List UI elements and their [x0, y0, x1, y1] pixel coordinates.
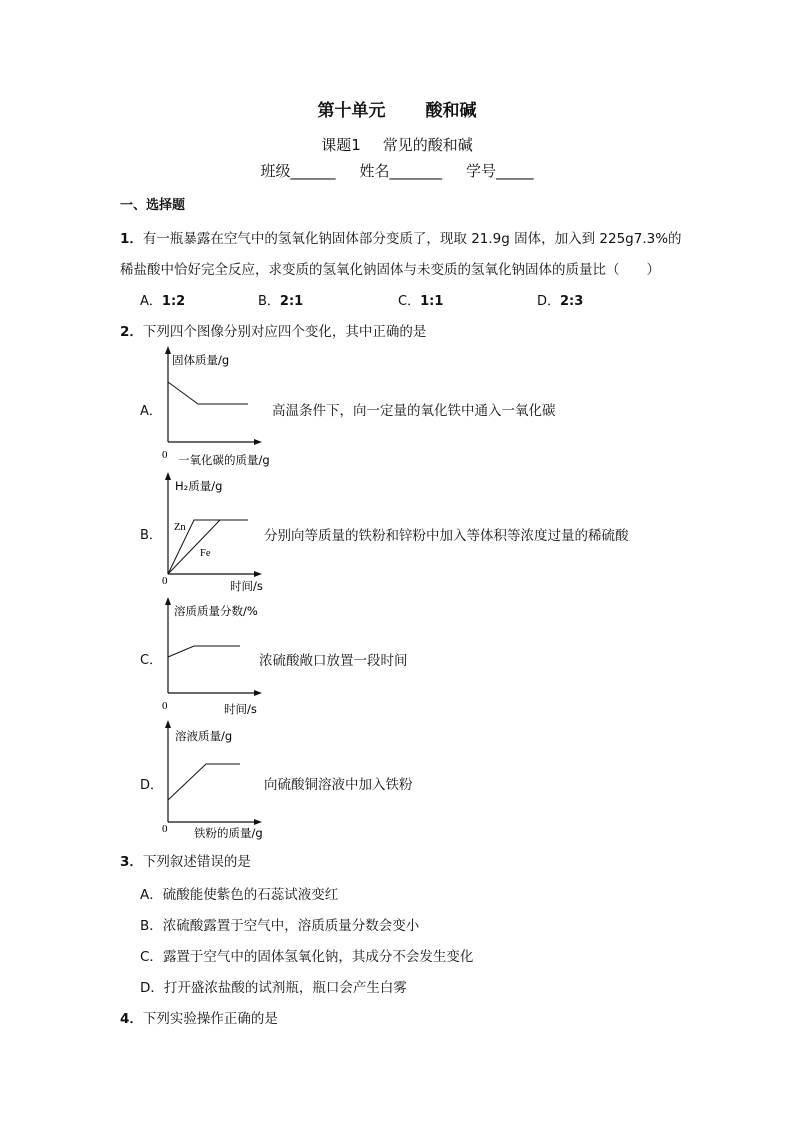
- option-letter: A．: [140, 887, 163, 903]
- x-label: 时间/s: [230, 579, 263, 593]
- section-title: 一、选择题: [120, 198, 186, 213]
- option-letter: C．: [398, 294, 421, 309]
- y-axis-arrow: [165, 346, 171, 354]
- graph-d: [158, 720, 278, 844]
- series-fe-label: Fe: [200, 548, 211, 559]
- lesson-subtitle: [0, 134, 794, 155]
- origin-label: 0: [162, 823, 168, 835]
- q1-line1: [120, 227, 682, 247]
- unit-number: 第十单元: [317, 101, 386, 121]
- origin-label: 0: [162, 700, 168, 712]
- q2-option-c-letter[interactable]: C．: [140, 653, 163, 668]
- y-label: 溶质质量分数/%: [174, 604, 258, 618]
- class-field[interactable]: 班级______: [260, 162, 336, 180]
- curve: [168, 646, 240, 657]
- q1-option-a[interactable]: [140, 290, 185, 309]
- name-field[interactable]: 姓名_______: [359, 162, 442, 180]
- y-label: H₂质量/g: [175, 479, 223, 493]
- q3-option-d[interactable]: [140, 976, 407, 996]
- q1-option-b[interactable]: [258, 290, 303, 309]
- option-text: 2:3: [560, 294, 584, 309]
- q3-number: 3．: [120, 854, 143, 870]
- q2-stem: 下列四个图像分别对应四个变化，其中正确的是: [142, 324, 427, 340]
- curve: [168, 764, 240, 800]
- option-letter: B．: [140, 918, 163, 934]
- y-axis-arrow: [165, 472, 171, 480]
- origin-label: 0: [162, 449, 168, 461]
- unit-title: 酸和碱: [425, 101, 477, 121]
- student-info-line: [0, 160, 794, 181]
- q2-number: 2．: [120, 324, 143, 340]
- y-label: 固体质量/g: [172, 353, 230, 367]
- graph-a-description: 高温条件下，向一定量的氧化铁中通入一氧化碳: [272, 403, 556, 419]
- q4-line: [120, 1007, 278, 1027]
- q2-option-b-letter[interactable]: B．: [140, 528, 162, 543]
- page-title: [0, 96, 794, 121]
- x-label: 时间/s: [224, 702, 257, 716]
- graph-b: [158, 472, 278, 596]
- x-label: 铁粉的质量/g: [194, 826, 263, 840]
- option-text: 浓硫酸露置于空气中，溶质质量分数会变小: [162, 918, 420, 934]
- x-axis-arrow: [254, 690, 262, 696]
- x-axis-arrow: [254, 571, 262, 577]
- q3-stem: 下列叙述错误的是: [142, 854, 251, 870]
- curve: [168, 382, 248, 404]
- x-label: 一氧化碳的质量/g: [178, 453, 270, 467]
- y-axis-arrow: [165, 597, 171, 605]
- x-axis-arrow: [254, 439, 262, 445]
- q2-option-a-letter[interactable]: A．: [140, 404, 162, 419]
- q1-number: 1．: [120, 231, 143, 247]
- graph-a: [158, 346, 278, 470]
- series-zn-label: Zn: [174, 522, 186, 533]
- q4-number: 4．: [120, 1011, 143, 1027]
- lesson-number: 课题1: [321, 136, 361, 154]
- id-field[interactable]: 学号_____: [466, 162, 534, 180]
- option-text: 1:1: [420, 294, 444, 309]
- option-letter: C．: [140, 949, 163, 965]
- option-letter: D．: [537, 294, 561, 309]
- q1-stem-line1: 有一瓶暴露在空气中的氢氧化钠固体部分变质了，现取 21.9g 固体，加入到 225g7.3%的: [142, 231, 682, 247]
- q3-option-a[interactable]: [140, 883, 338, 903]
- option-letter: A．: [140, 294, 162, 309]
- option-text: 硫酸能使紫色的石蕊试液变红: [162, 887, 339, 903]
- q3-line: [120, 850, 251, 870]
- option-text: 2:1: [279, 294, 304, 309]
- q3-option-b[interactable]: [140, 914, 419, 934]
- q2-line: [120, 320, 426, 340]
- graph-c-description: 浓硫酸敞口放置一段时间: [259, 653, 408, 669]
- option-letter: D．: [140, 980, 164, 996]
- graph-d-description: 向硫酸铜溶液中加入铁粉: [264, 777, 413, 793]
- y-label: 溶液质量/g: [175, 729, 233, 743]
- q1-option-c[interactable]: [398, 290, 443, 309]
- graph-b-description: 分别向等质量的铁粉和锌粉中加入等体积等浓度过量的稀硫酸: [264, 528, 629, 544]
- y-axis-arrow: [165, 720, 171, 728]
- q3-option-c[interactable]: [140, 945, 473, 965]
- q1-option-d[interactable]: [537, 290, 583, 309]
- option-letter: B．: [258, 294, 280, 309]
- q1-stem-line2: 稀盐酸中恰好完全反应，求变质的氢氧化钠固体与未变质的氢氧化钠固体的质量比（ ）: [120, 262, 660, 278]
- option-text: 打开盛浓盐酸的试剂瓶，瓶口会产生白雾: [163, 980, 407, 996]
- x-axis-arrow: [254, 819, 262, 825]
- q4-stem: 下列实验操作正确的是: [142, 1011, 278, 1027]
- option-text: 露置于空气中的固体氢氧化钠，其成分不会发生变化: [162, 949, 474, 965]
- origin-label: 0: [162, 575, 168, 587]
- lesson-title: 常见的酸和碱: [382, 136, 473, 154]
- option-text: 1:2: [161, 294, 186, 309]
- q2-option-d-letter[interactable]: D．: [140, 778, 164, 793]
